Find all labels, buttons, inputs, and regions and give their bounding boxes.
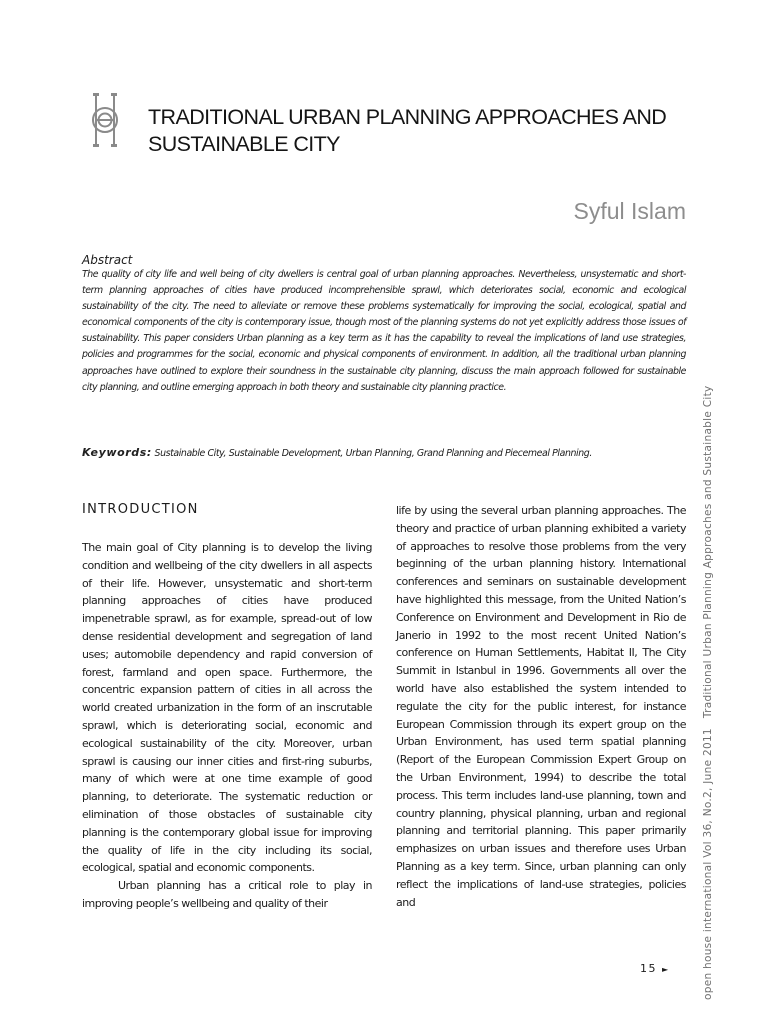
author-name: Syful Islam [573, 198, 686, 224]
body-column-right [396, 502, 686, 911]
introduction-paragraph-1: The main goal of City planning is to develop the living condition and wellbeing of the city dwellers in all aspects of their life. However, unsystematic and short-term planning approaches of cities have produced impenetrable sprawl, as for example, spread-out of low dense residential development and segregation of land uses; automobile dependency and rapid conversion of forest, farmland and open space. Furthermore, the concentric expansion pattern of cities in all across the world created urbanization in the form of an inscrutable sprawl, which is deteriorating social, economic and ecological sustainability of the city. Moreover, urban sprawl is causing our inner cities and first-ring suburbs, many of which were at one time example of good planning, to deteriorate. The systematic reduction or elimination of those obstacles of sustainable city planning is the contemporary global issue for improving the quality of life in the city including its social, ecological, spatial and economic components. [82, 541, 372, 875]
abstract-heading: Abstract [82, 253, 133, 267]
section-heading-introduction: INTRODUCTION [82, 502, 199, 517]
running-title: Traditional Urban Planning Approaches and Sustainable City [702, 385, 714, 719]
running-journal: open house international Vol 36, No.2, June 2011 [702, 728, 714, 1000]
body-column-left [82, 539, 372, 913]
running-header-vertical [702, 375, 714, 1000]
introduction-paragraph-2-continued: life by using the several urban planning approaches. The theory and practice of urban planning exhibited a variety of approaches to resolve those problems from the very beginning of the urban planning history. International conferences and seminars on sustainable development have highlighted this message, from the United Nation’s Conference on Environment and Development in Rio de Janerio in 1992 to the most recent United Nation’s conference on Human Settlements, Habitat II, The City Summit in Istanbul in 1996. Governments all over the world have also established the system intended to regulate the city for the public interest, for instance European Commission through its expert group on the Urban Environment, has used term spatial planning (Report of the European Commission Expert Group on the Urban Environment, 1994) to describe the total process. This term includes land-use planning, town and country planning, physical planning, urban and regional planning and territorial planning. This paper primarily emphasizes on urban issues and therefore uses Urban Planning as a key term. Since, urban planning can only reflect the implications of land-use strategies, policies and [396, 504, 686, 909]
keywords-line [82, 446, 702, 459]
paper-title: TRADITIONAL URBAN PLANNING APPROACHES AND SUSTAINABLE CITY [148, 105, 667, 156]
journal-logo-icon [90, 91, 120, 149]
page-number [640, 962, 668, 975]
page-number-value: 15 [640, 962, 657, 975]
keywords-text: Sustainable City, Sustainable Development, Urban Planning, Grand Planning and Piecemeal Planning. [154, 448, 592, 459]
abstract-text: The quality of city life and well being of city dwellers is central goal of urban planning approaches. Nevertheless, unsystematic and short-term planning approaches of cities have produced incomprehensible sprawl, which deteriorates social, economic and ecological sustainability of the city. The need to alleviate or remove these problems systematically for improving the social, ecological, spatial and economical components of the city is contemporary issue, though most of the planning systems do not yet explicitly address those issues of sustainability. This paper considers Urban planning as a key term as it has the capability to reveal the implications of land use strategies, policies and programmes for the social, economic and physical components of environment. In addition, all the traditional urban planning approaches have outlined to explore their soundness in the sustainable city planning, discuss the main approach followed for sustainable city planning, and outline emerging approach in both theory and sustainable city planning practice. [82, 269, 686, 393]
keywords-label: Keywords: [82, 446, 152, 459]
introduction-paragraph-2-start: Urban planning has a critical role to play in improving people’s wellbeing and quality of their [82, 879, 372, 910]
triangle-right-icon: ► [662, 965, 669, 974]
